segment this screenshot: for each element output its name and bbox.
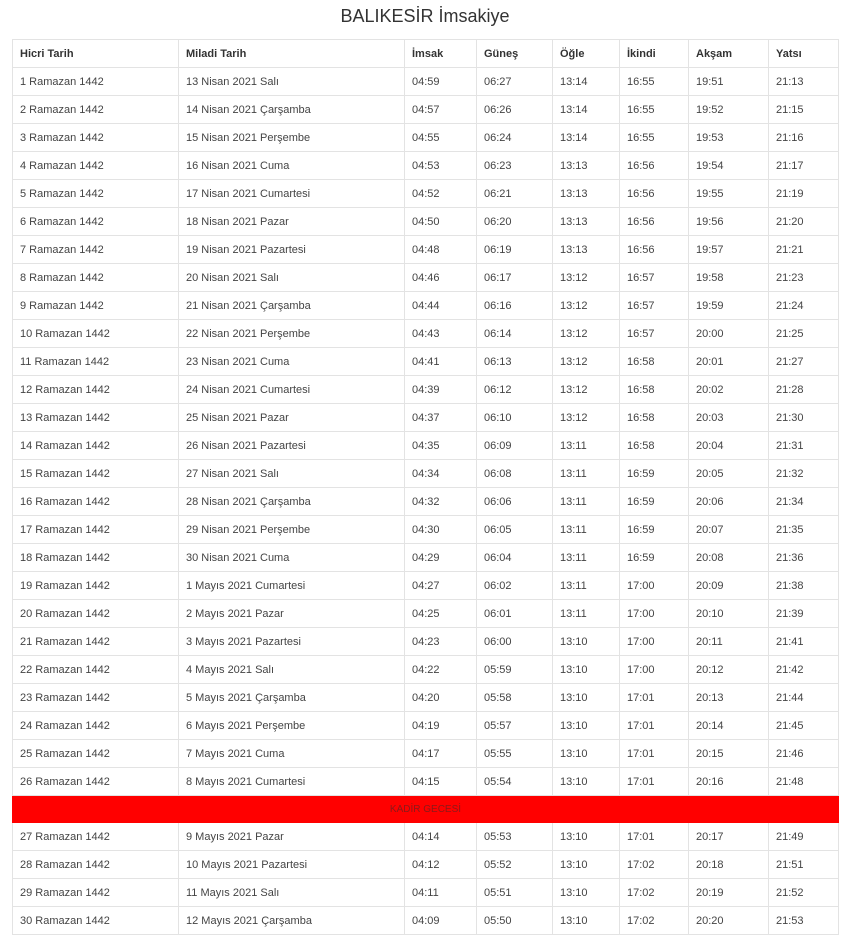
- table-cell: 20:02: [689, 376, 769, 404]
- table-cell: 13:11: [553, 516, 620, 544]
- table-cell: 19:59: [689, 292, 769, 320]
- column-header: İkindi: [620, 40, 689, 68]
- table-cell: 4 Mayıs 2021 Salı: [179, 656, 405, 684]
- table-cell: 16:59: [620, 460, 689, 488]
- table-cell: 13:11: [553, 572, 620, 600]
- table-cell: 06:01: [477, 600, 553, 628]
- table-cell: 1 Mayıs 2021 Cumartesi: [179, 572, 405, 600]
- table-cell: 16:58: [620, 376, 689, 404]
- page-title: BALIKESİR İmsakiye: [340, 6, 510, 26]
- table-cell: 8 Ramazan 1442: [13, 264, 179, 292]
- table-cell: 04:41: [405, 348, 477, 376]
- table-cell: 14 Nisan 2021 Çarşamba: [179, 96, 405, 124]
- table-cell: 20:08: [689, 544, 769, 572]
- table-row: [13, 740, 839, 768]
- table-cell: 05:59: [477, 656, 553, 684]
- table-cell: 10 Mayıs 2021 Pazartesi: [179, 851, 405, 879]
- table-cell: 21:21: [769, 236, 839, 264]
- table-row: [13, 488, 839, 516]
- table-cell: 06:00: [477, 628, 553, 656]
- table-cell: 04:22: [405, 656, 477, 684]
- table-cell: 06:14: [477, 320, 553, 348]
- table-cell: 04:30: [405, 516, 477, 544]
- table-cell: 20:13: [689, 684, 769, 712]
- table-cell: 20:17: [689, 823, 769, 851]
- column-header: Yatsı: [769, 40, 839, 68]
- table-cell: 21:48: [769, 768, 839, 796]
- table-cell: 06:13: [477, 348, 553, 376]
- table-cell: 17:01: [620, 684, 689, 712]
- table-cell: 27 Nisan 2021 Salı: [179, 460, 405, 488]
- column-header: Güneş: [477, 40, 553, 68]
- table-row: [13, 292, 839, 320]
- table-cell: 30 Nisan 2021 Cuma: [179, 544, 405, 572]
- table-cell: 11 Ramazan 1442: [13, 348, 179, 376]
- table-row: [13, 851, 839, 879]
- table-cell: 05:52: [477, 851, 553, 879]
- table-cell: 17:01: [620, 823, 689, 851]
- table-cell: 18 Nisan 2021 Pazar: [179, 208, 405, 236]
- table-cell: 24 Nisan 2021 Cumartesi: [179, 376, 405, 404]
- table-row: [13, 656, 839, 684]
- table-cell: 17:00: [620, 656, 689, 684]
- table-cell: 06:20: [477, 208, 553, 236]
- table-cell: 21 Ramazan 1442: [13, 628, 179, 656]
- table-cell: 12 Mayıs 2021 Çarşamba: [179, 907, 405, 935]
- table-cell: 25 Nisan 2021 Pazar: [179, 404, 405, 432]
- table-cell: 10 Ramazan 1442: [13, 320, 179, 348]
- table-cell: 6 Mayıs 2021 Perşembe: [179, 712, 405, 740]
- table-cell: 13:13: [553, 152, 620, 180]
- table-cell: 04:32: [405, 488, 477, 516]
- table-cell: 13:10: [553, 907, 620, 935]
- table-cell: 04:14: [405, 823, 477, 851]
- table-cell: 21:16: [769, 124, 839, 152]
- table-cell: 13:10: [553, 628, 620, 656]
- table-cell: 13:12: [553, 404, 620, 432]
- table-cell: 06:21: [477, 180, 553, 208]
- table-cell: 19 Ramazan 1442: [13, 572, 179, 600]
- table-cell: 04:44: [405, 292, 477, 320]
- table-cell: 13:11: [553, 460, 620, 488]
- table-cell: 9 Ramazan 1442: [13, 292, 179, 320]
- table-cell: 21:35: [769, 516, 839, 544]
- table-cell: 20 Ramazan 1442: [13, 600, 179, 628]
- table-cell: 28 Ramazan 1442: [13, 851, 179, 879]
- table-cell: 29 Ramazan 1442: [13, 879, 179, 907]
- table-cell: 06:05: [477, 516, 553, 544]
- table-cell: 13:10: [553, 712, 620, 740]
- table-cell: 21:52: [769, 879, 839, 907]
- table-cell: 17:00: [620, 600, 689, 628]
- table-cell: 13:10: [553, 684, 620, 712]
- table-cell: 04:50: [405, 208, 477, 236]
- table-cell: 13:14: [553, 68, 620, 96]
- table-row: [13, 544, 839, 572]
- table-cell: 06:06: [477, 488, 553, 516]
- table-cell: 17:01: [620, 712, 689, 740]
- table-row: [13, 68, 839, 96]
- table-row: [13, 516, 839, 544]
- table-cell: 21:39: [769, 600, 839, 628]
- table-cell: 04:48: [405, 236, 477, 264]
- table-cell: 06:10: [477, 404, 553, 432]
- table-cell: 13:13: [553, 236, 620, 264]
- table-cell: 16:58: [620, 432, 689, 460]
- table-cell: 5 Mayıs 2021 Çarşamba: [179, 684, 405, 712]
- table-cell: 17:00: [620, 572, 689, 600]
- table-cell: 05:50: [477, 907, 553, 935]
- table-cell: 20 Nisan 2021 Salı: [179, 264, 405, 292]
- table-cell: 12 Ramazan 1442: [13, 376, 179, 404]
- table-cell: 06:17: [477, 264, 553, 292]
- table-cell: 13:11: [553, 600, 620, 628]
- table-cell: 21:24: [769, 292, 839, 320]
- table-cell: 16:57: [620, 320, 689, 348]
- table-cell: 05:55: [477, 740, 553, 768]
- table-cell: 17 Ramazan 1442: [13, 516, 179, 544]
- column-header: Miladi Tarih: [179, 40, 405, 68]
- table-cell: 04:23: [405, 628, 477, 656]
- table-cell: 13:14: [553, 124, 620, 152]
- table-cell: 19:53: [689, 124, 769, 152]
- table-cell: 23 Nisan 2021 Cuma: [179, 348, 405, 376]
- table-cell: 28 Nisan 2021 Çarşamba: [179, 488, 405, 516]
- table-cell: 05:58: [477, 684, 553, 712]
- table-cell: 8 Mayıs 2021 Cumartesi: [179, 768, 405, 796]
- table-row: [13, 684, 839, 712]
- table-cell: 19:55: [689, 180, 769, 208]
- table-cell: 17:01: [620, 768, 689, 796]
- table-cell: 13 Nisan 2021 Salı: [179, 68, 405, 96]
- table-cell: 15 Nisan 2021 Perşembe: [179, 124, 405, 152]
- table-cell: 04:53: [405, 152, 477, 180]
- table-row: [13, 152, 839, 180]
- table-row: [13, 96, 839, 124]
- table-cell: 13:10: [553, 879, 620, 907]
- table-cell: 20:05: [689, 460, 769, 488]
- table-cell: 21:42: [769, 656, 839, 684]
- table-cell: 16 Ramazan 1442: [13, 488, 179, 516]
- table-cell: 04:09: [405, 907, 477, 935]
- table-cell: 19:51: [689, 68, 769, 96]
- table-cell: 06:26: [477, 96, 553, 124]
- table-cell: 21:38: [769, 572, 839, 600]
- table-cell: 06:09: [477, 432, 553, 460]
- table-cell: 7 Mayıs 2021 Cuma: [179, 740, 405, 768]
- table-cell: 4 Ramazan 1442: [13, 152, 179, 180]
- table-row: [13, 180, 839, 208]
- table-row: [13, 348, 839, 376]
- table-cell: 05:53: [477, 823, 553, 851]
- table-cell: 04:39: [405, 376, 477, 404]
- table-row: [13, 907, 839, 935]
- table-cell: 13:10: [553, 851, 620, 879]
- table-row: [13, 236, 839, 264]
- table-cell: 13:12: [553, 348, 620, 376]
- table-cell: 1 Ramazan 1442: [13, 68, 179, 96]
- table-cell: 16:57: [620, 292, 689, 320]
- table-cell: 24 Ramazan 1442: [13, 712, 179, 740]
- table-row: [13, 208, 839, 236]
- table-cell: 22 Ramazan 1442: [13, 656, 179, 684]
- table-cell: 16:56: [620, 208, 689, 236]
- table-cell: 13:11: [553, 488, 620, 516]
- table-cell: 29 Nisan 2021 Perşembe: [179, 516, 405, 544]
- table-cell: 19:57: [689, 236, 769, 264]
- table-cell: 04:29: [405, 544, 477, 572]
- table-cell: 26 Ramazan 1442: [13, 768, 179, 796]
- table-cell: 21:41: [769, 628, 839, 656]
- table-cell: 16:55: [620, 124, 689, 152]
- table-cell: 25 Ramazan 1442: [13, 740, 179, 768]
- table-cell: 19:58: [689, 264, 769, 292]
- table-cell: 20:03: [689, 404, 769, 432]
- table-cell: 04:57: [405, 96, 477, 124]
- table-cell: 21:31: [769, 432, 839, 460]
- table-cell: 20:07: [689, 516, 769, 544]
- table-cell: 13 Ramazan 1442: [13, 404, 179, 432]
- table-cell: 26 Nisan 2021 Pazartesi: [179, 432, 405, 460]
- table-cell: 27 Ramazan 1442: [13, 823, 179, 851]
- table-cell: 21:49: [769, 823, 839, 851]
- table-row: [13, 404, 839, 432]
- table-cell: 22 Nisan 2021 Perşembe: [179, 320, 405, 348]
- table-cell: 21:46: [769, 740, 839, 768]
- table-cell: 2 Mayıs 2021 Pazar: [179, 600, 405, 628]
- table-cell: 21:30: [769, 404, 839, 432]
- table-cell: 16:58: [620, 348, 689, 376]
- table-body: [13, 68, 839, 935]
- table-cell: 19:54: [689, 152, 769, 180]
- table-row: [13, 432, 839, 460]
- table-cell: 21:32: [769, 460, 839, 488]
- table-cell: 16:56: [620, 236, 689, 264]
- table-cell: 19 Nisan 2021 Pazartesi: [179, 236, 405, 264]
- table-cell: 16 Nisan 2021 Cuma: [179, 152, 405, 180]
- column-header: Hicri Tarih: [13, 40, 179, 68]
- table-cell: 04:35: [405, 432, 477, 460]
- table-cell: 05:54: [477, 768, 553, 796]
- table-cell: 21:19: [769, 180, 839, 208]
- table-cell: 04:46: [405, 264, 477, 292]
- table-cell: 04:59: [405, 68, 477, 96]
- table-cell: 2 Ramazan 1442: [13, 96, 179, 124]
- table-cell: 16:56: [620, 180, 689, 208]
- table-cell: 30 Ramazan 1442: [13, 907, 179, 935]
- table-cell: 04:52: [405, 180, 477, 208]
- table-cell: 13:10: [553, 656, 620, 684]
- table-cell: 17 Nisan 2021 Cumartesi: [179, 180, 405, 208]
- table-cell: 13:10: [553, 768, 620, 796]
- table-row: [13, 572, 839, 600]
- table-cell: 04:19: [405, 712, 477, 740]
- table-cell: 04:15: [405, 768, 477, 796]
- table-cell: 17:01: [620, 740, 689, 768]
- table-cell: 20:18: [689, 851, 769, 879]
- table-row: [13, 879, 839, 907]
- table-cell: 7 Ramazan 1442: [13, 236, 179, 264]
- table-row: [13, 124, 839, 152]
- table-cell: 20:20: [689, 907, 769, 935]
- table-cell: 9 Mayıs 2021 Pazar: [179, 823, 405, 851]
- table-cell: 04:17: [405, 740, 477, 768]
- table-cell: 21 Nisan 2021 Çarşamba: [179, 292, 405, 320]
- table-row: [13, 376, 839, 404]
- table-cell: 04:55: [405, 124, 477, 152]
- table-cell: 06:02: [477, 572, 553, 600]
- table-cell: 14 Ramazan 1442: [13, 432, 179, 460]
- table-cell: 06:12: [477, 376, 553, 404]
- kadir-gecesi-row: [13, 796, 839, 823]
- table-cell: 20:00: [689, 320, 769, 348]
- table-cell: 21:15: [769, 96, 839, 124]
- table-cell: 20:10: [689, 600, 769, 628]
- table-cell: 18 Ramazan 1442: [13, 544, 179, 572]
- table-cell: 19:52: [689, 96, 769, 124]
- table-cell: 20:15: [689, 740, 769, 768]
- table-cell: 04:12: [405, 851, 477, 879]
- table-cell: 21:45: [769, 712, 839, 740]
- table-cell: 05:51: [477, 879, 553, 907]
- table-cell: 16:55: [620, 96, 689, 124]
- table-cell: 21:53: [769, 907, 839, 935]
- table-cell: 20:06: [689, 488, 769, 516]
- table-header-row: [13, 40, 839, 68]
- table-cell: 13:10: [553, 823, 620, 851]
- table-cell: 06:24: [477, 124, 553, 152]
- kadir-gecesi-label: KADİR GECESİ: [13, 796, 839, 823]
- table-cell: 17:02: [620, 907, 689, 935]
- table-cell: 06:27: [477, 68, 553, 96]
- table-cell: 06:19: [477, 236, 553, 264]
- table-cell: 21:17: [769, 152, 839, 180]
- table-cell: 04:37: [405, 404, 477, 432]
- table-cell: 13:12: [553, 376, 620, 404]
- table-cell: 23 Ramazan 1442: [13, 684, 179, 712]
- table-cell: 13:14: [553, 96, 620, 124]
- table-cell: 16:59: [620, 488, 689, 516]
- table-cell: 6 Ramazan 1442: [13, 208, 179, 236]
- table-cell: 06:23: [477, 152, 553, 180]
- table-row: [13, 768, 839, 796]
- table-cell: 05:57: [477, 712, 553, 740]
- table-cell: 17:00: [620, 628, 689, 656]
- table-cell: 16:56: [620, 152, 689, 180]
- table-cell: 13:11: [553, 432, 620, 460]
- table-cell: 21:28: [769, 376, 839, 404]
- table-cell: 20:09: [689, 572, 769, 600]
- table-row: [13, 600, 839, 628]
- table-cell: 16:59: [620, 516, 689, 544]
- table-cell: 3 Ramazan 1442: [13, 124, 179, 152]
- table-cell: 21:23: [769, 264, 839, 292]
- table-cell: 04:20: [405, 684, 477, 712]
- table-cell: 21:27: [769, 348, 839, 376]
- column-header: İmsak: [405, 40, 477, 68]
- table-cell: 20:16: [689, 768, 769, 796]
- table-row: [13, 264, 839, 292]
- table-cell: 04:34: [405, 460, 477, 488]
- table-cell: 16:59: [620, 544, 689, 572]
- table-row: [13, 628, 839, 656]
- table-cell: 04:27: [405, 572, 477, 600]
- column-header: Akşam: [689, 40, 769, 68]
- table-row: [13, 320, 839, 348]
- table-cell: 20:01: [689, 348, 769, 376]
- table-cell: 5 Ramazan 1442: [13, 180, 179, 208]
- table-cell: 04:25: [405, 600, 477, 628]
- table-cell: 19:56: [689, 208, 769, 236]
- table-cell: 21:44: [769, 684, 839, 712]
- table-cell: 21:36: [769, 544, 839, 572]
- table-cell: 20:14: [689, 712, 769, 740]
- table-cell: 16:55: [620, 68, 689, 96]
- table-cell: 04:11: [405, 879, 477, 907]
- table-cell: 21:25: [769, 320, 839, 348]
- table-cell: 13:13: [553, 208, 620, 236]
- table-cell: 13:10: [553, 740, 620, 768]
- table-cell: 20:04: [689, 432, 769, 460]
- table-cell: 21:51: [769, 851, 839, 879]
- table-row: [13, 460, 839, 488]
- table-cell: 11 Mayıs 2021 Salı: [179, 879, 405, 907]
- table-cell: 17:02: [620, 851, 689, 879]
- table-cell: 20:19: [689, 879, 769, 907]
- table-cell: 17:02: [620, 879, 689, 907]
- table-cell: 3 Mayıs 2021 Pazartesi: [179, 628, 405, 656]
- column-header: Öğle: [553, 40, 620, 68]
- table-cell: 16:58: [620, 404, 689, 432]
- table-cell: 20:11: [689, 628, 769, 656]
- table-cell: 21:20: [769, 208, 839, 236]
- table-cell: 06:08: [477, 460, 553, 488]
- table-cell: 13:12: [553, 320, 620, 348]
- table-row: [13, 712, 839, 740]
- table-cell: 20:12: [689, 656, 769, 684]
- table-row: [13, 823, 839, 851]
- table-cell: 06:04: [477, 544, 553, 572]
- table-cell: 13:11: [553, 544, 620, 572]
- table-cell: 13:12: [553, 292, 620, 320]
- table-cell: 13:13: [553, 180, 620, 208]
- imsakiye-table: [12, 39, 839, 935]
- table-cell: 21:13: [769, 68, 839, 96]
- table-cell: 15 Ramazan 1442: [13, 460, 179, 488]
- table-cell: 21:34: [769, 488, 839, 516]
- table-cell: 04:43: [405, 320, 477, 348]
- table-cell: 16:57: [620, 264, 689, 292]
- table-cell: 13:12: [553, 264, 620, 292]
- table-cell: 06:16: [477, 292, 553, 320]
